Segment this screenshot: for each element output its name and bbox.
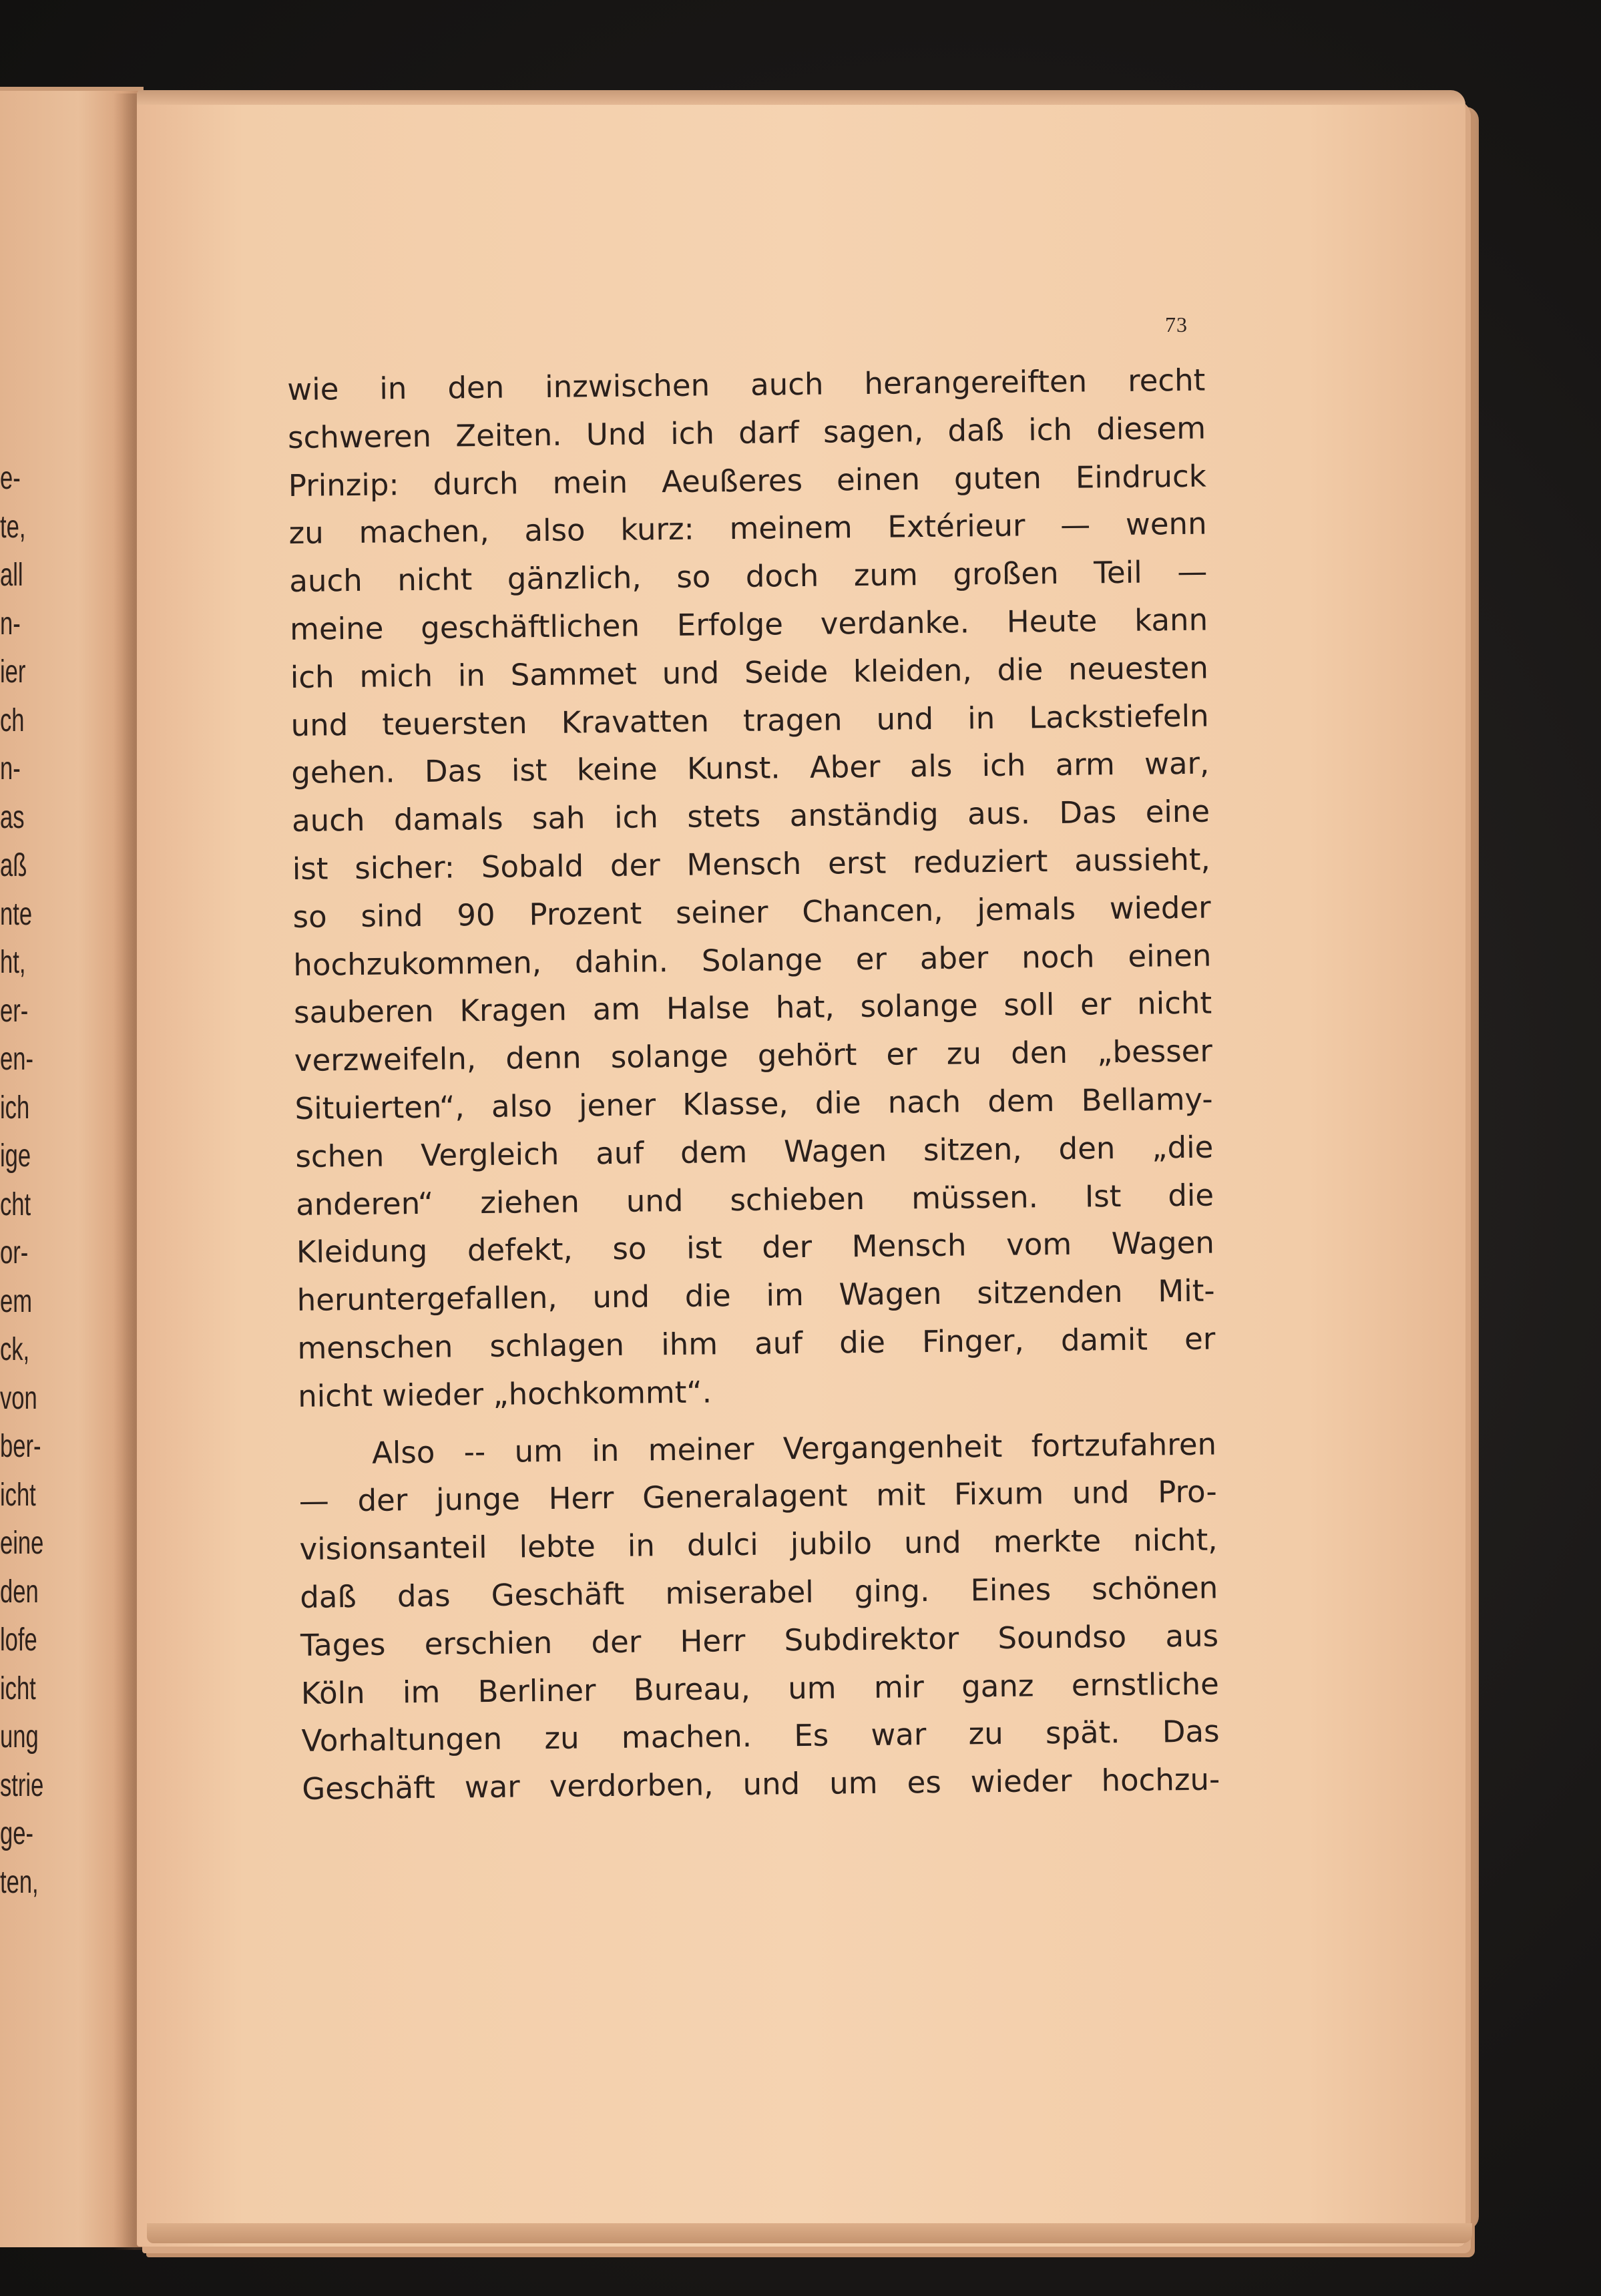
left-fragment: ber- (0, 1429, 41, 1464)
text-line: nicht wieder „hochkommt“. (297, 1374, 712, 1414)
text-line: Tages erschien der Herr Subdirektor Soundso aus (300, 1618, 1219, 1663)
text-line: anderen“ ziehen und schieben müssen. Ist die (295, 1177, 1214, 1222)
text-line: Geschäft war verdorben, und um es wieder hochzu- (302, 1761, 1220, 1807)
left-fragment: ich (0, 1090, 30, 1126)
left-fragment: von (0, 1380, 37, 1416)
text-line: daß das Geschäft miserabel ging. Eines schönen (300, 1570, 1218, 1615)
text-line: Situierten“, also jener Klasse, die nach dem Bellamy- (294, 1081, 1213, 1126)
left-fragment: ge- (0, 1816, 33, 1851)
left-fragment: n- (0, 606, 21, 642)
left-fragment: nte (0, 896, 33, 932)
text-line: auch damals sah ich stets anständig aus. Das eine (291, 793, 1210, 839)
page-number: 73 (1165, 312, 1188, 336)
left-fragment: or- (0, 1235, 29, 1271)
text-line: Prinzip: durch mein Aeußeres einen guten Eindruck (288, 458, 1207, 503)
text-line: Also -- um in meiner Vergangenheit fortzufahren (371, 1426, 1217, 1471)
text-line: zu machen, also kurz: meinem Extérieur — wenn (288, 505, 1207, 551)
left-fragment: te, (0, 509, 26, 545)
left-fragment: cht (0, 1186, 31, 1222)
left-fragment: icht (0, 1477, 36, 1513)
left-fragment: ier (0, 654, 26, 690)
page-top-edge (137, 90, 1465, 105)
left-fragment: er- (0, 993, 29, 1029)
text-line: visionsanteil lebte in dulci jubilo und merkte nicht, (299, 1522, 1218, 1568)
left-fragment: ck, (0, 1332, 30, 1367)
left-fragment: en- (0, 1042, 33, 1077)
left-fragment: ung (0, 1719, 39, 1755)
text-line: Kleidung defekt, so ist der Mensch vom Wagen (296, 1224, 1215, 1271)
text-line: gehen. Das ist keine Kunst. Aber als ich arm war, (291, 745, 1210, 791)
left-fragment: ige (0, 1138, 31, 1174)
text-line: — der junge Herr Generalagent mit Fixum und Pro- (298, 1473, 1218, 1520)
left-fragment: lofe (0, 1622, 37, 1658)
text-line: wie in den inzwischen auch herangereiften recht (287, 362, 1206, 407)
left-fragment: strie (0, 1767, 44, 1803)
left-fragment: ten, (0, 1864, 39, 1900)
page-bottom-edge (147, 2223, 1472, 2243)
text-line: hochzukommen, dahin. Solange er aber noch einen (293, 937, 1212, 983)
text-line: schen Vergleich auf dem Wagen sitzen, den „die (295, 1129, 1214, 1174)
left-fragment: as (0, 799, 25, 835)
text-line: schweren Zeiten. Und ich darf sagen, daß ich diesem (287, 410, 1206, 455)
text-line: so sind 90 Prozent seiner Chancen, jemals wieder (292, 889, 1211, 935)
text-line: Vorhaltungen zu machen. Es war zu spät. Das (301, 1713, 1220, 1759)
text-line: auch nicht gänzlich, so doch zum großen Teil — (289, 553, 1208, 600)
text-line: verzweifeln, denn solange gehört er zu den „besser (294, 1033, 1213, 1079)
text-line: ist sicher: Sobald der Mensch erst reduziert aussieht, (292, 841, 1211, 887)
left-fragment: ch (0, 702, 25, 738)
body-text (287, 357, 1220, 1813)
left-fragment: den (0, 1574, 39, 1610)
left-fragment: ht, (0, 945, 26, 980)
left-fragment: n- (0, 751, 21, 786)
left-fragment: aß (0, 848, 27, 883)
left-fragment: eine (0, 1526, 44, 1561)
text-line: Köln im Berliner Bureau, um mir ganz ernstliche (300, 1666, 1220, 1711)
left-fragment: all (0, 557, 23, 593)
text-line: sauberen Kragen am Halse hat, solange soll er nicht (293, 985, 1212, 1031)
text-line: meine geschäftlichen Erfolge verdanke. Heute kann (289, 602, 1208, 647)
left-fragment: icht (0, 1670, 36, 1706)
text-line: ich mich in Sammet und Seide kleiden, die neuesten (290, 650, 1209, 695)
text-line: heruntergefallen, und die im Wagen sitzenden Mit- (296, 1273, 1215, 1319)
left-page-text-fragments (0, 455, 44, 1907)
text-line: menschen schlagen ihm auf die Finger, damit er (297, 1321, 1216, 1366)
left-fragment: em (0, 1283, 33, 1319)
text-line: und teuersten Kravatten tragen und in Lackstiefeln (290, 698, 1209, 743)
left-fragment: e- (0, 461, 21, 496)
